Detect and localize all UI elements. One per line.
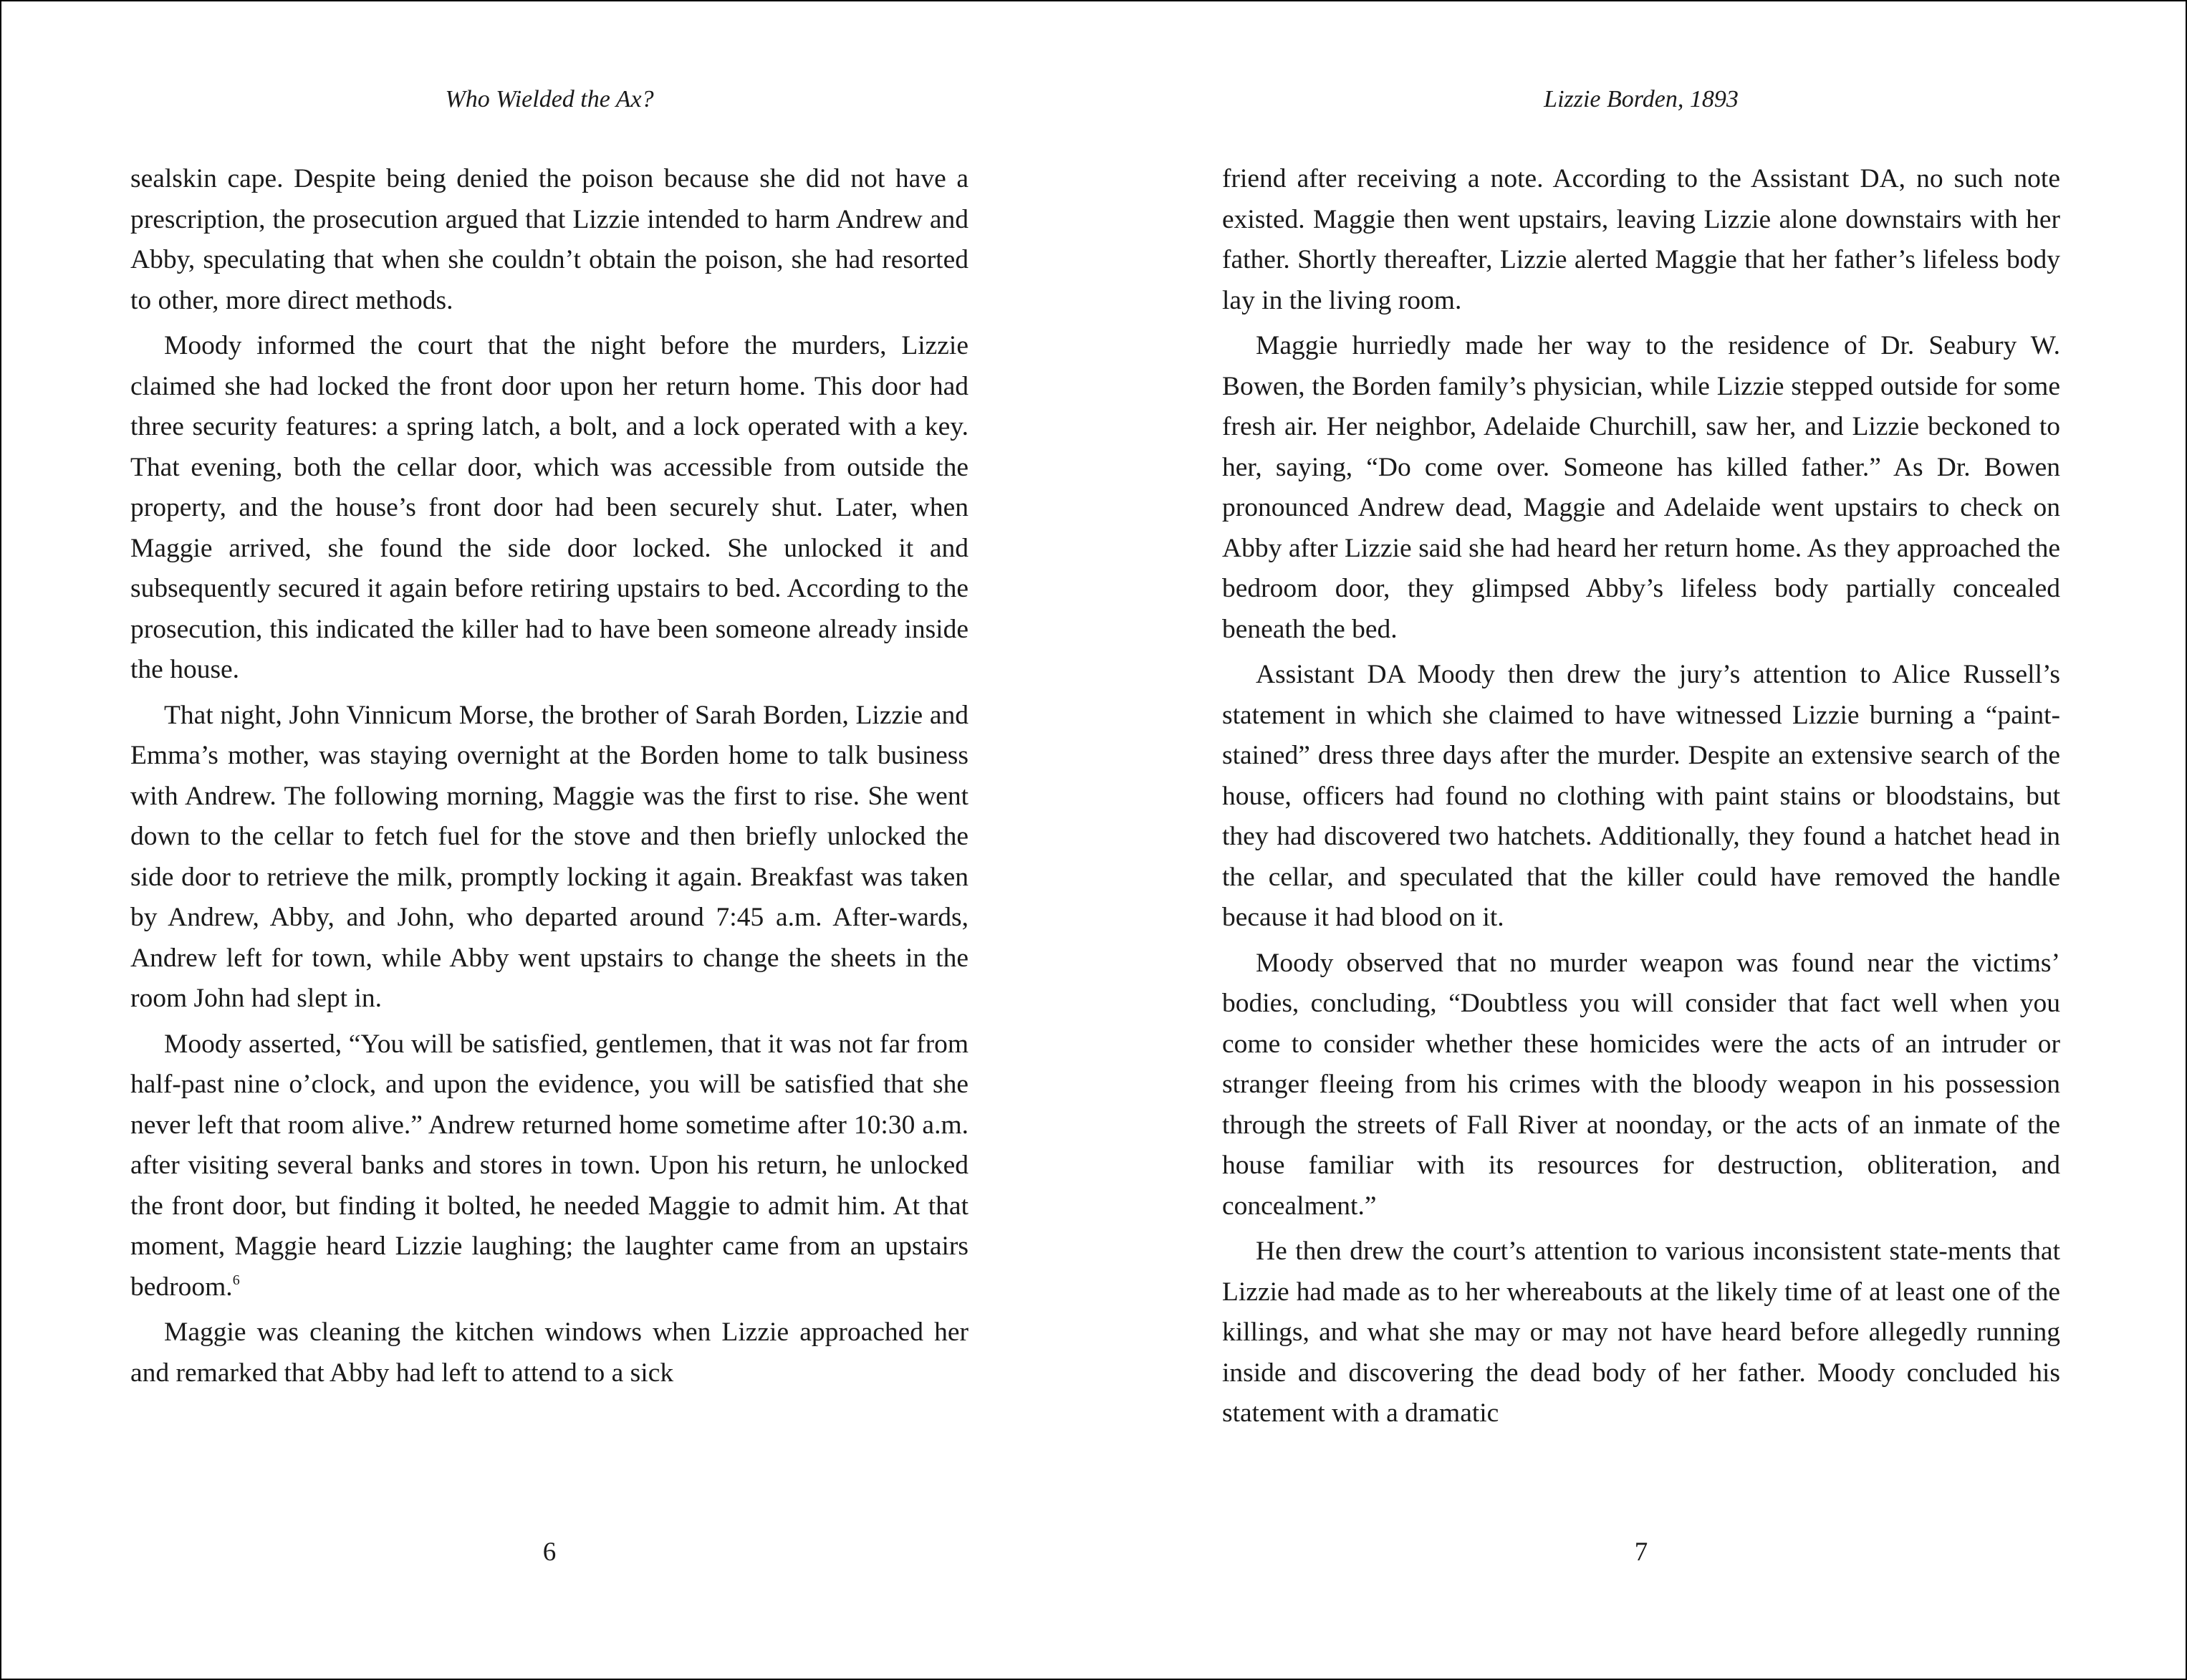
left-page [130,1,968,1679]
page-number: 7 [1634,1537,1648,1567]
paragraph: Maggie hurriedly made her way to the residence of Dr. Seabury W. Bowen, the Borden family’s physician, while Lizzie stepped outside for some fresh air. Her neighbor, Adelaide Churchill, saw her, and Lizzie beckoned to her, saying, “Do come over. Someone has killed father.” As Dr. Bowen pronounced Andrew dead, Maggie and Adelaide went upstairs to check on Abby after Lizzie said she had heard her return home. As they approached the bedroom door, they glimpsed Abby’s lifeless body partially concealed beneath the bed. [1222,331,2060,644]
paragraph: friend after receiving a note. According to the Assistant DA, no such note existed. Maggie then went upstairs, leaving Lizzie alone downstairs with her father. Shortly thereafter, Lizzie alerted Maggie that her father’s lifeless body lay in the living room. [1222,164,2060,315]
paragraph: sealskin cape. Despite being denied the poison because she did not have a prescription, the prosecution argued that Lizzie intended to harm Andrew and Abby, speculating that when she couldn’t obtain the poison, she had resorted to other, more direct methods. [130,164,968,315]
paragraph: That night, John Vinnicum Morse, the brother of Sarah Borden, Lizzie and Emma’s mother, was staying overnight at the Borden home to talk business with Andrew. The following morning, Maggie was the first to rise. She went down to the cellar to fetch fuel for the stove and then briefly unlocked the side door to retrieve the milk, promptly locking it again. Breakfast was taken by Andrew, Abby, and John, who departed around 7:45 a.m. After-wards, Andrew left for town, while Abby went upstairs to change the sheets in the room John had slept in. [130,700,968,1013]
page-number: 6 [542,1537,557,1567]
body-text [130,159,968,1398]
paragraph: Moody observed that no murder weapon was found near the victims’ bodies, concluding, “Doubtless you will consider that fact well when you come to consider whether these homicides were the acts of an intruder or stranger fleeing from his crimes with the bloody weapon in his possession through the streets of Fall River at noonday, or the acts of an inmate of the house familiar with its resources for destruction, obliteration, and concealment.” [1222,948,2060,1221]
body-text [1222,159,2060,1439]
running-head: Who Wielded the Ax? [445,86,654,112]
paragraph: Maggie was cleaning the kitchen windows when Lizzie approached her and remarked that Abby had left to attend to a sick [130,1317,968,1388]
paragraph-text: Moody asserted, “You will be satisfied, gentlemen, that it was not far from half-past nine o’clock, and upon the evidence, you will be satisfied that she never left that room alive.” Andrew returned home sometime after 10:30 a.m. after visiting several banks and stores in town. Upon his return, he unlocked the front door, but finding it bolted, he needed Maggie to admit him. At that moment, Maggie heard Lizzie laughing; the laughter came from an upstairs bedroom. [130,1029,968,1302]
paragraph: Moody informed the court that the night before the murders, Lizzie claimed she had locked the front door upon her return home. This door had three security features: a spring latch, a bolt, and a lock operated with a key. That evening, both the cellar door, which was accessible from outside the property, and the house’s front door had been securely shut. Later, when Maggie arrived, she found the side door locked. She unlocked it and subsequently secured it again before retiring upstairs to bed. According to the prosecution, this indicated the killer had to have been someone already inside the house. [130,331,968,684]
running-head: Lizzie Borden, 1893 [1544,86,1739,112]
right-page [1222,1,2060,1679]
paragraph: Assistant DA Moody then drew the jury’s attention to Alice Russell’s statement in which she claimed to have witnessed Lizzie burning a “paint-stained” dress three days after the murder. Despite an extensive search of the house, officers had found no clothing with paint stains or bloodstains, but they had discovered two hatchets. Additionally, they found a hatchet head in the cellar, and speculated that the killer could have removed the handle because it had blood on it. [1222,660,2060,932]
paragraph [130,1024,968,1308]
footnote-marker[interactable]: 6 [232,1272,240,1288]
paragraph: He then drew the court’s attention to various inconsistent state-ments that Lizzie had made as to her whereabouts at the likely time of at least one of the killings, and what she may or may not have heard before allegedly running inside and discovering the dead body of her father. Moody concluded his statement with a dramatic [1222,1237,2060,1428]
